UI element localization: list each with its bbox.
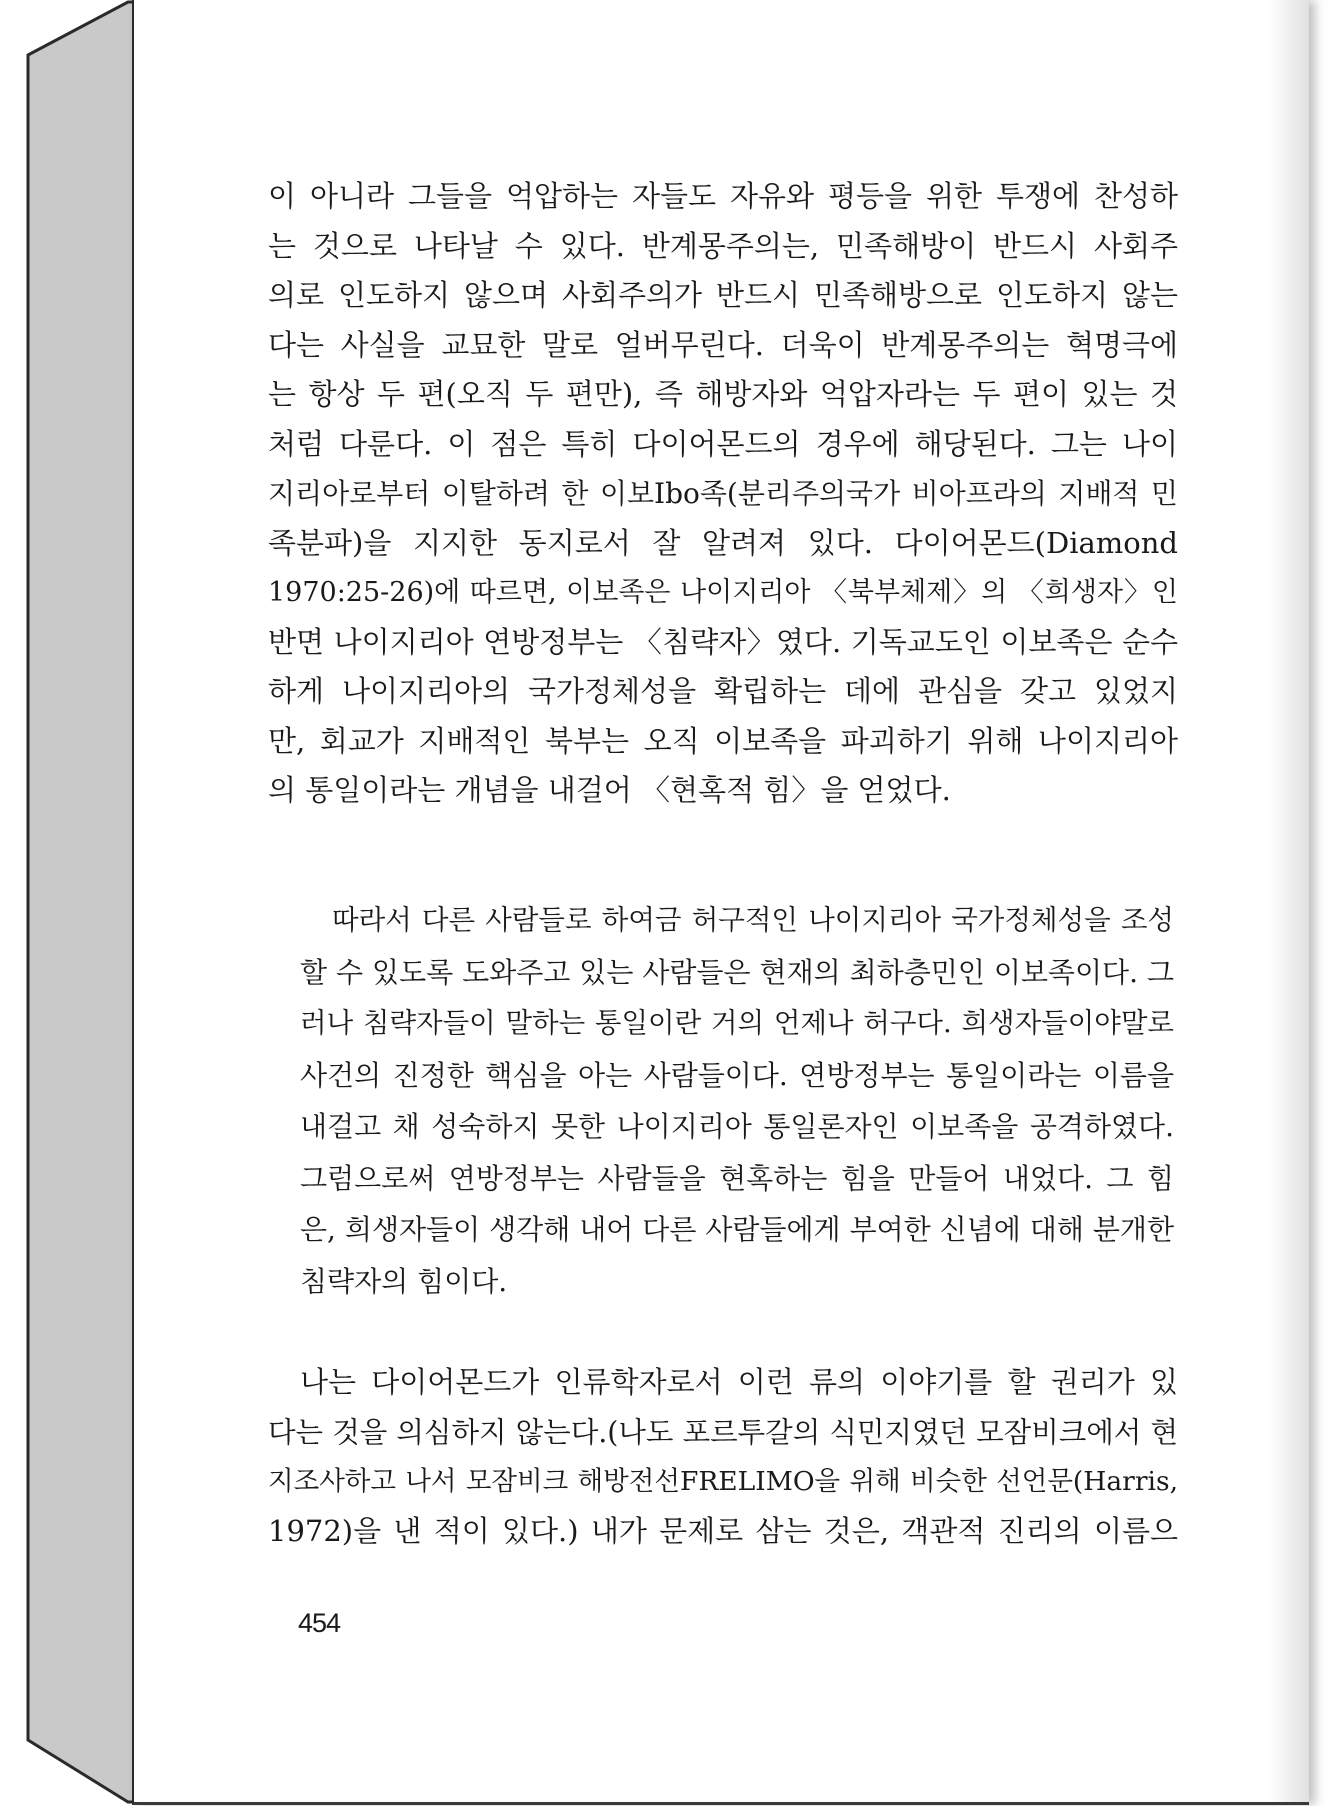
paragraph-line: 만, 회교가 지배적인 북부는 오직 이보족을 파괴하기 위해 나이지리아: [268, 723, 1178, 758]
paragraph-line: 1972)을 낸 적이 있다.) 내가 문제로 삼는 것은, 객관적 진리의 이름으: [268, 1513, 1178, 1548]
book-spine: [0, 0, 140, 1806]
paragraph-line: 반면 나이지리아 연방정부는 〈침략자〉였다. 기독교도인 이보족은 순수: [268, 624, 1178, 659]
quote-line: 할 수 있도록 도와주고 있는 사람들은 현재의 최하층민인 이보족이다. 그: [300, 955, 1174, 989]
quote-line: 은, 희생자들이 생각해 내어 다른 사람들에게 부여한 신념에 대해 분개한: [300, 1213, 1174, 1246]
paragraph-line: 이 아니라 그들을 억압하는 자들도 자유와 평등을 위한 투쟁에 찬성하: [268, 179, 1178, 213]
paragraph-line: 다는 것을 의심하지 않는다.(나도 포르투갈의 식민지였던 모잠비크에서 현: [268, 1415, 1178, 1449]
quote-line: 따라서 다른 사람들로 하여금 허구적인 나이지리아 국가정체성을 조성: [332, 904, 1174, 936]
paragraph-line: 지리아로부터 이탈하려 한 이보Ibo족(분리주의국가 비아프라의 지배적 민: [268, 477, 1178, 510]
quote-line: 침략자의 힘이다.: [300, 1264, 508, 1298]
paragraph-line: 의로 인도하지 않으며 사회주의가 반드시 민족해방으로 인도하지 않는: [268, 278, 1178, 312]
page-edge-shadow: [1269, 0, 1309, 1802]
paragraph-line: 의 통일이라는 개념을 내걸어 〈현혹적 힘〉을 얻었다.: [268, 773, 951, 807]
paragraph-line: 는 항상 두 편(오직 두 편만), 즉 해방자와 억압자라는 두 편이 있는 것: [268, 377, 1178, 411]
quote-line: 러나 침략자들이 말하는 통일이란 거의 언제나 허구다. 희생자들이야말로: [300, 1007, 1174, 1039]
page-number: 454: [298, 1608, 341, 1638]
paragraph-line: 는 것으로 나타날 수 있다. 반계몽주의는, 민족해방이 반드시 사회주: [268, 228, 1178, 263]
quote-line: 내걸고 채 성숙하지 못한 나이지리아 통일론자인 이보족을 공격하였다.: [300, 1110, 1174, 1143]
paragraph-1: [268, 172, 1178, 816]
quote-line: 그럼으로써 연방정부는 사람들을 현혹하는 힘을 만들어 내었다. 그 힘: [300, 1161, 1174, 1195]
paragraph-line: 처럼 다룬다. 이 점은 특히 다이어몬드의 경우에 해당된다. 그는 나이: [268, 426, 1178, 461]
paragraph-line: 나는 다이어몬드가 인류학자로서 이런 류의 이야기를 할 권리가 있: [300, 1365, 1178, 1399]
block-quote: [300, 895, 1174, 1307]
quote-line: 사건의 진정한 핵심을 아는 사람들이다. 연방정부는 통일이라는 이름을: [300, 1058, 1174, 1092]
paragraph-line: 족분파)을 지지한 동지로서 잘 알려져 있다. 다이어몬드(Diamond: [268, 525, 1178, 560]
paragraph-line: 1970:25-26)에 따르면, 이보족은 나이지리아 〈북부체제〉의 〈희생자〉인: [268, 577, 1178, 608]
paragraph-2: [268, 1358, 1178, 1556]
paragraph-line: 다는 사실을 교묘한 말로 얼버무린다. 더욱이 반계몽주의는 혁명극에: [268, 327, 1178, 362]
paragraph-line: 하게 나이지리아의 국가정체성을 확립하는 데에 관심을 갖고 있었지: [268, 674, 1178, 708]
paragraph-line: 지조사하고 나서 모잠비크 해방전선FRELIMO을 위해 비슷한 선언문(Harris,: [268, 1466, 1178, 1497]
